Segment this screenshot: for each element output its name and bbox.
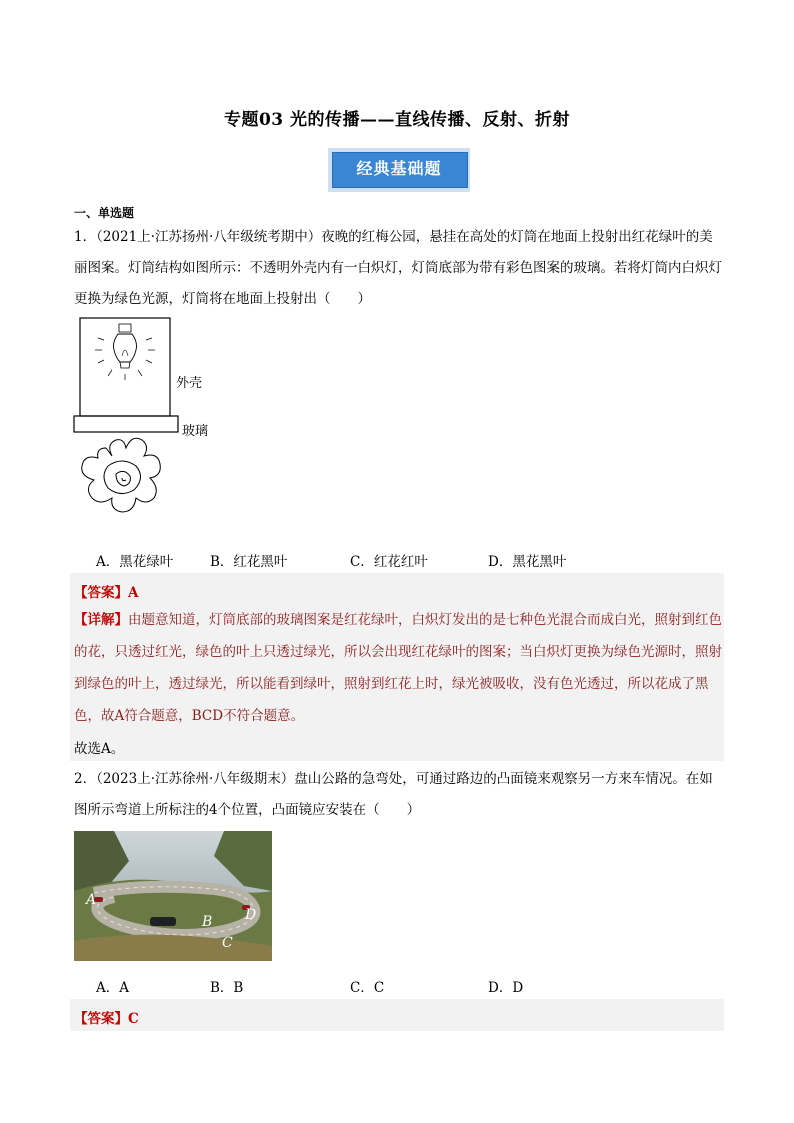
q1-detail xyxy=(74,604,724,732)
q1-option-b: B．红花黑叶 xyxy=(210,554,288,570)
question-2-stem: 2．（2023上·江苏徐州·八年级期末）盘山公路的急弯处，可通过路边的凸面镜来观察另一方来车情况。在如图所示弯道上所标注的4个位置，凸面镜应安装在（ ） xyxy=(74,771,713,818)
q2-answer-value: C xyxy=(128,1011,139,1027)
q1-conclusion: 故选A。 xyxy=(74,741,125,757)
page-title: 专题03 光的传播——直线传播、反射、折射 xyxy=(223,110,571,130)
section-heading: 一、单选题 xyxy=(74,206,135,220)
label-glass: 玻璃 xyxy=(182,424,209,439)
q2-answer-block xyxy=(70,999,724,1031)
q2-answer-tag: 【答案】 xyxy=(74,1011,128,1027)
photo-label-d: D xyxy=(245,907,257,923)
q1-detail-tag: 【详解】 xyxy=(74,612,128,628)
q1-option-c: C．红花红叶 xyxy=(350,554,428,570)
q1-option-a: A．黑花绿叶 xyxy=(96,554,174,570)
banner-label: 经典基础题 xyxy=(356,159,442,178)
q1-option-d: D．黑花黑叶 xyxy=(488,554,567,570)
label-shell: 外壳 xyxy=(176,376,203,391)
q1-answer-line xyxy=(74,581,138,601)
lamp-figure xyxy=(72,316,222,536)
q2-option-c: C．C xyxy=(350,980,385,996)
q1-answer-tag: 【答案】 xyxy=(74,585,128,601)
q2-option-a: A．A xyxy=(96,980,129,996)
photo-label-c: C xyxy=(222,935,233,951)
q2-answer-line xyxy=(74,1007,139,1027)
question-1-stem: 1．（2021上·江苏扬州·八年级统考期中）夜晚的红梅公园，悬挂在高处的灯筒在地面上投射出红花绿叶的美丽图案。灯筒结构如图所示：不透明外壳内有一白炽灯，灯筒底部为带有彩色图案的玻璃。若将灯筒内白炽灯更换为绿色光源，灯筒将在地面上投射出（ ） xyxy=(74,229,722,307)
road-photo xyxy=(74,831,272,961)
q1-answer-value: A xyxy=(128,585,139,601)
photo-label-b: B xyxy=(202,914,213,930)
photo-label-a: A xyxy=(86,892,97,908)
q2-option-d: D．D xyxy=(488,980,524,996)
section-banner xyxy=(328,148,470,192)
q1-detail-text: 由题意知道，灯筒底部的玻璃图案是红花绿叶，白炽灯发出的是七种色光混合而成白光，照射到红色的花，只透过红光，绿色的叶上只透过绿光，所以会出现红花绿叶的图案；当白炽灯更换为绿色光源时，照射到绿色的叶上，透过绿光，所以能看到绿叶，照射到红花上时，绿光被吸收，没有色光透过，所以花成了黑色，故A符合题意，BCD不符合题意。 xyxy=(74,612,722,724)
road-photo-image xyxy=(74,831,272,961)
q2-option-b: B．B xyxy=(210,980,244,996)
